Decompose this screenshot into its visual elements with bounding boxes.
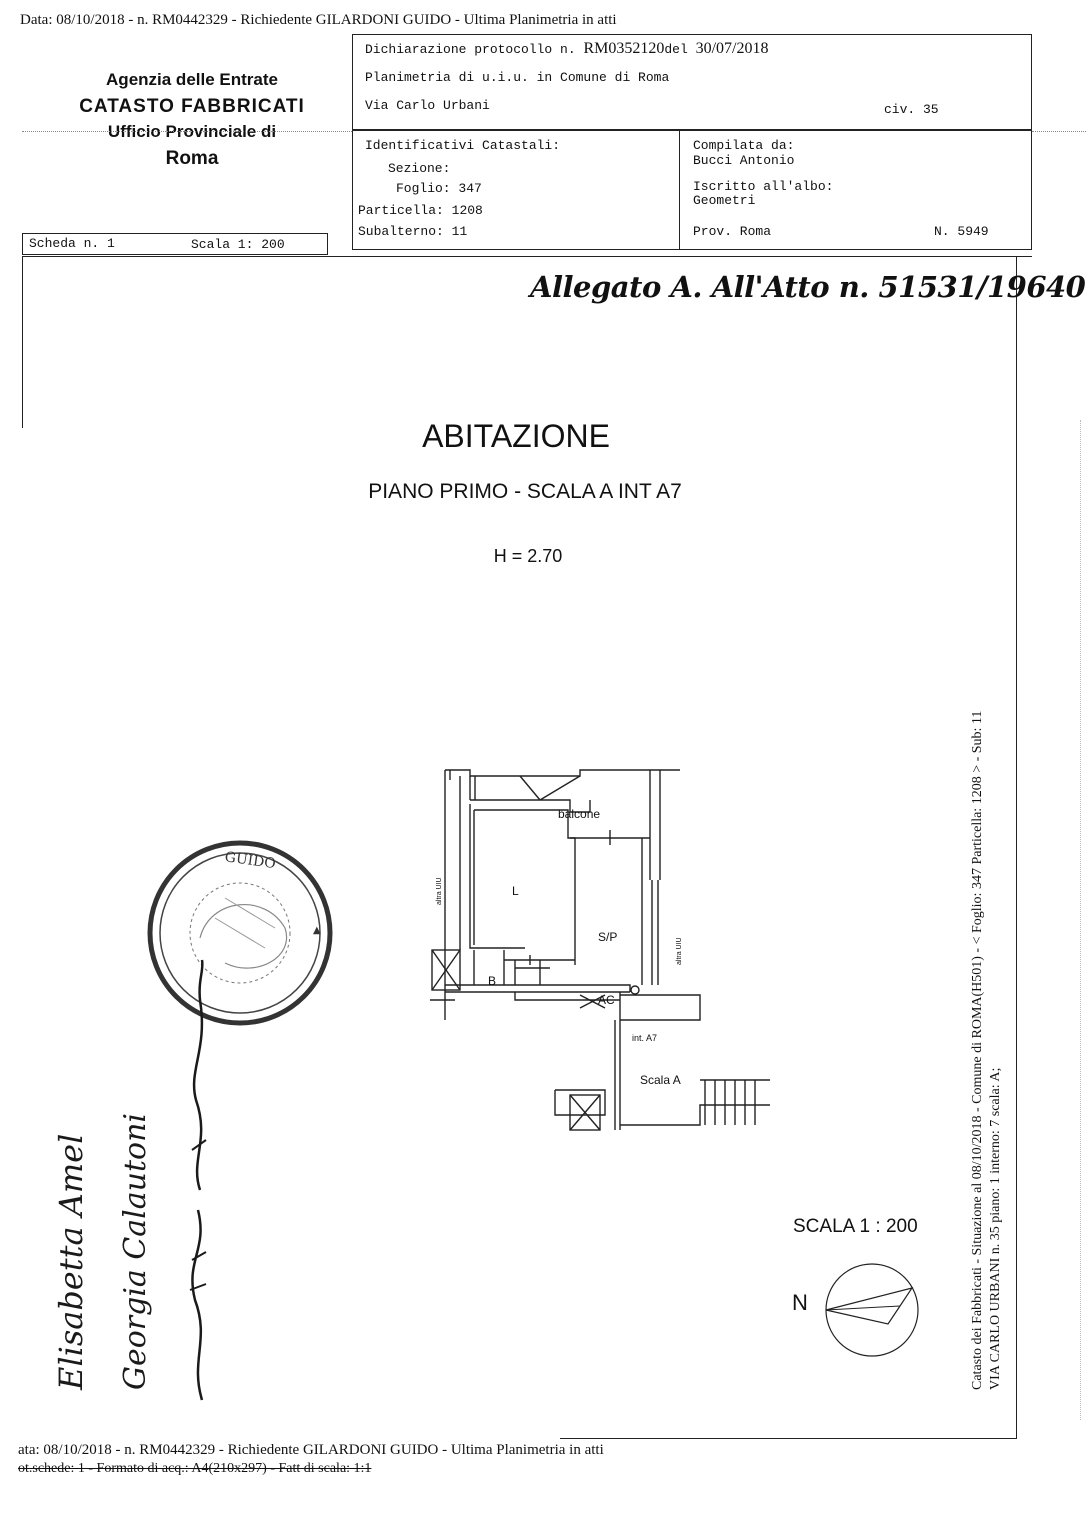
albo-value: Geometri	[693, 193, 756, 208]
side-text-line1: Catasto dei Fabbricati - Situazione al 08/10/2018 - Comune di ROMA(H501) - < Foglio: 347 Particella: 1208 > - Sub: 11	[970, 710, 985, 1390]
altra-uiu-left: altra UIU	[436, 877, 443, 905]
frame-top	[22, 256, 1032, 257]
signature-1: Elisabetta Amel	[52, 1133, 90, 1390]
scan-edge	[1080, 420, 1081, 1420]
room-scala: Scala A	[640, 1073, 681, 1087]
identifiers-title: Identificativi Catastali:	[365, 138, 561, 153]
altra-uiu-right: altra UIU	[676, 937, 683, 965]
frame-left	[22, 256, 23, 428]
plan-title	[0, 418, 1032, 455]
albo-label: Iscritto all'albo:	[693, 179, 834, 194]
plan-title-text: ABITAZIONE	[422, 418, 610, 454]
room-living: L	[512, 884, 519, 898]
city-name: Roma	[165, 148, 219, 169]
notary-stamp-seal	[145, 838, 335, 1028]
foglio-row	[396, 181, 482, 196]
svg-text:▲: ▲	[313, 925, 321, 936]
foglio-label: Foglio:	[396, 181, 451, 196]
subalterno-row	[358, 224, 467, 239]
protocol-date: 30/07/2018	[695, 40, 769, 57]
scheda-scale: Scala 1: 200	[191, 237, 285, 252]
compiler-prov: Prov. Roma	[693, 224, 772, 239]
protocol-number: RM0352120	[583, 40, 665, 57]
plan-subtitle: PIANO PRIMO - SCALA A INT A7	[368, 480, 682, 503]
signature-2: Georgia Calautoni	[118, 1112, 153, 1390]
protocol-label: Dichiarazione protocollo n.	[365, 42, 576, 57]
frame-bottom	[560, 1438, 1017, 1439]
compiler-name: Bucci Antonio	[693, 153, 795, 168]
room-bagno: B	[488, 974, 497, 988]
plan-scale: SCALA 1 : 200	[793, 1216, 918, 1237]
address: Via Carlo Urbani	[365, 98, 490, 113]
scheda-number: Scheda n. 1	[29, 236, 115, 251]
side-text-line2: VIA CARLO URBANI n. 35 piano: 1 interno: 7 scala: A;	[988, 1067, 1003, 1390]
compiler-label: Compilata da:	[693, 138, 795, 153]
divider-left	[22, 131, 352, 132]
catasto-title: CATASTO FABBRICATI	[79, 96, 305, 117]
north-label: N	[792, 1290, 808, 1315]
particella-label: Particella:	[358, 203, 444, 218]
foglio-value: 347	[458, 181, 482, 196]
compiler-number: N. 5949	[934, 224, 989, 239]
divider-right	[1032, 131, 1086, 132]
agency-name: Agenzia delle Entrate	[106, 70, 278, 89]
allegato-note: Allegato A. All'Atto n. 51531/19640	[530, 270, 1086, 304]
room-angolo-cottura: AC	[598, 993, 615, 1007]
particella-value: 1208	[451, 203, 483, 218]
subalterno-value: 11	[451, 224, 468, 239]
north-compass-icon	[822, 1260, 922, 1360]
protocol-line	[365, 40, 768, 58]
particella-row	[358, 203, 483, 218]
identifiers-divider	[679, 130, 680, 250]
room-interno: int. A7	[632, 1033, 658, 1043]
footer-line2: ot.schede: 1 - Formato di acq.: A4(210x297) - Fatt di scala: 1:1	[18, 1461, 372, 1476]
stamp-text: GUIDO	[223, 849, 277, 873]
subalterno-label: Subalterno:	[358, 224, 444, 239]
date-label: del	[664, 42, 688, 57]
sezione-label: Sezione:	[388, 161, 451, 176]
signature-3	[180, 960, 220, 1400]
ufficio-label: Ufficio Provinciale di	[107, 122, 277, 141]
office-block	[72, 70, 312, 170]
room-soggiorno: S/P	[598, 930, 618, 944]
footer-line1: ata: 08/10/2018 - n. RM0442329 - Richiedente GILARDONI GUIDO - Ultima Planimetria in atti	[18, 1442, 604, 1458]
room-balcone: balcone	[558, 807, 601, 821]
planimetria-line: Planimetria di u.i.u. in Comune di Roma	[365, 70, 670, 85]
header-line: Data: 08/10/2018 - n. RM0442329 - Richiedente GILARDONI GUIDO - Ultima Planimetria in atti	[20, 12, 617, 28]
civic-number: civ. 35	[884, 102, 939, 117]
plan-height: H = 2.70	[493, 546, 563, 566]
